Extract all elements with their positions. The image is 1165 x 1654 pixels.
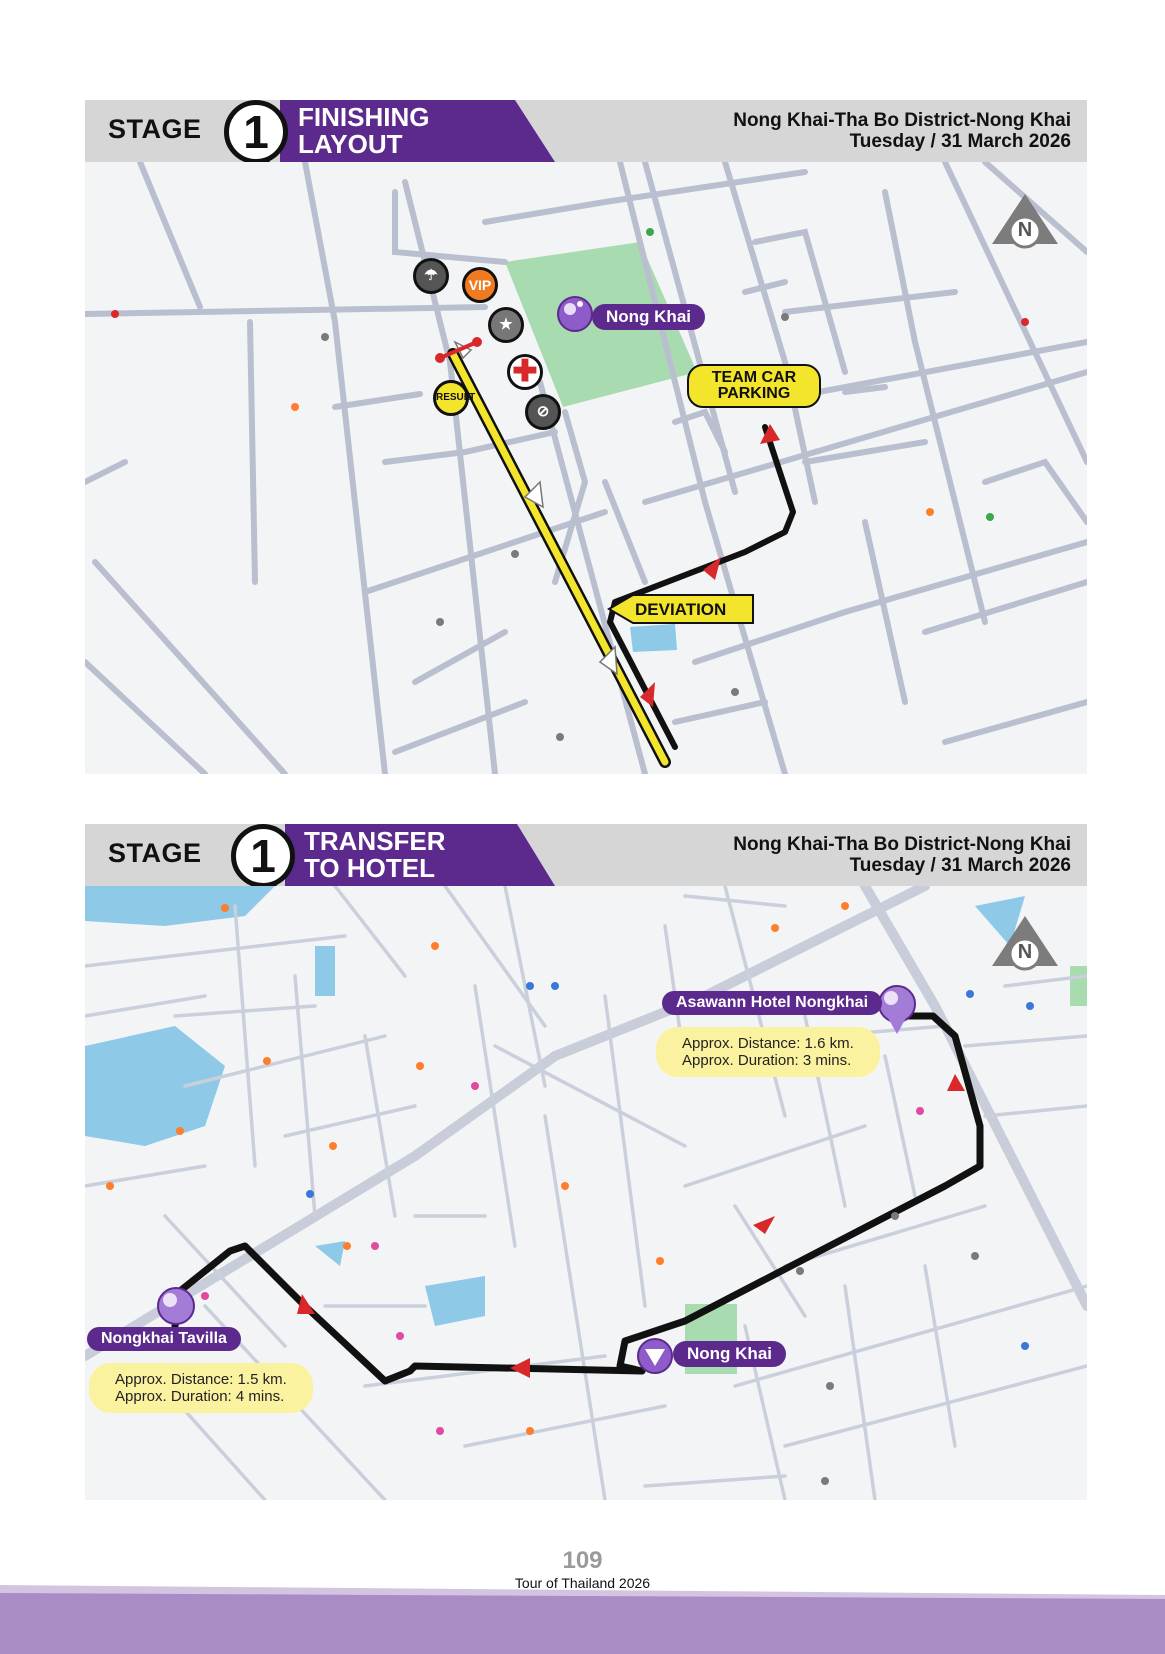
transfer-map [85,886,1087,1500]
panel-title [298,104,429,158]
panel-header [85,824,1087,886]
footer-band [0,1585,1165,1654]
stage-number-badge: 1 [231,824,295,888]
stage-label: STAGE [108,838,202,868]
podium-icon: ★ [488,307,524,343]
route-name: Nong Khai-Tha Bo District-Nong Khai [733,834,1071,855]
route-date: Tuesday / 31 March 2026 [849,131,1071,152]
hotel-west-distance: Approx. Distance: 1.5 km. [115,1371,287,1388]
pond [315,946,335,996]
route-name: Nong Khai-Tha Bo District-Nong Khai [733,110,1071,131]
finish-location-label: Nong Khai [592,304,705,330]
team-car-parking-label [687,364,821,408]
no-parking-icon: ⊘ [525,394,561,430]
hotel-west-label: Nongkhai Tavilla [87,1327,241,1351]
north-label: N [1017,219,1033,241]
hotel-east-distance: Approx. Distance: 1.6 km. [682,1035,854,1052]
transfer-to-hotel-panel [85,824,1087,1500]
pond [630,624,677,652]
panel-header [85,100,1087,162]
parking-line-2: PARKING [717,385,791,402]
hotel-east-label: Asawann Hotel Nongkhai [662,991,882,1015]
stage-label: STAGE [108,114,202,144]
start-pin [638,1339,672,1373]
start-location-label: Nong Khai [673,1341,786,1367]
vip-icon: VIP [462,267,498,303]
finishing-layout-panel [85,100,1087,774]
shower-icon: ☂ [413,258,449,294]
route-date: Tuesday / 31 March 2026 [849,855,1071,876]
title-line-2: TO HOTEL [304,853,435,883]
route-info [733,834,1071,876]
finishing-map-streets [85,162,1087,774]
finishing-map [85,162,1087,774]
parking-line-1: TEAM CAR [711,369,797,386]
title-line-2: LAYOUT [298,129,403,159]
stage-number-badge: 1 [224,100,288,164]
hotel-east-info-box [656,1027,880,1077]
park [1070,966,1087,1006]
hotel-west-info-box [89,1363,313,1413]
deviation-label: DEVIATION [635,600,727,619]
hotel-west-pin [158,1288,194,1324]
hotel-west-duration: Approx. Duration: 4 mins. [115,1388,285,1405]
result-icon: RESULT [433,380,469,416]
north-label: N [1017,941,1033,963]
medical-cross-icon: ✚ [507,354,543,390]
publication-name: Tour of Thailand 2026 [514,1575,651,1591]
title-line-1: TRANSFER [304,826,446,856]
route-info [733,110,1071,152]
page-number: 109 [562,1547,603,1574]
finish-pin [558,297,592,331]
hotel-east-duration: Approx. Duration: 3 mins. [682,1052,852,1069]
panel-title [304,828,446,882]
title-line-1: FINISHING [298,102,430,132]
